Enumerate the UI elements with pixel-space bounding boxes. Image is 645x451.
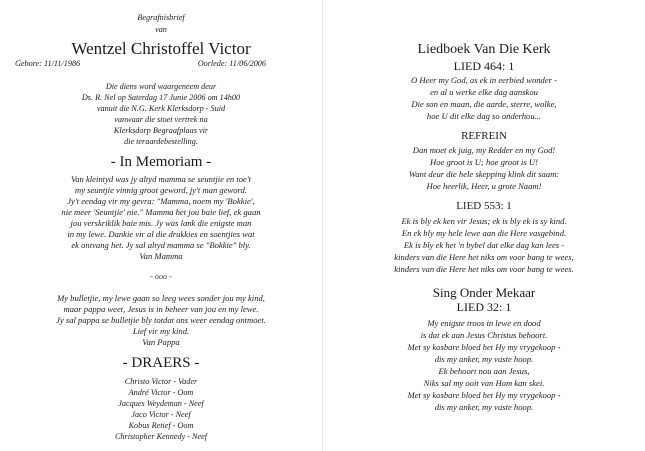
memoriam-mother-line: nie meer 'Seuntjie' nie." Mamma het jou baie lief, ek gaan [61, 207, 261, 217]
dates-row [15, 58, 308, 70]
hymn-553-line: Ek is bly ek het 'n bybel dat elke dag kan lees - [403, 240, 565, 250]
header-line-1: Begrafnisbrief [137, 13, 185, 22]
memoriam-father-line: Jy sal pappa se bulletjie bly totdat ons weer eendag ontmoet. [56, 315, 266, 325]
hymn-553-line: En ek bly my hele lewe aan die Here vasgebind. [401, 228, 567, 238]
memoriam-mother-line: Jy't eendag vir my gevra: "Mamma, noem my 'Bokkie', [67, 196, 255, 206]
refrain-line: Want deur die hele skepping klink dit saam: [408, 169, 560, 179]
memoriam-father-line: Lief vir my kind. [132, 326, 190, 336]
service-line: vanuit die N.G. Kerk Klerksdorp - Suid [96, 104, 226, 113]
memoriam-mother-line: Van kleintyd was jy altyd mamma se seuntjie en toe't [70, 174, 252, 184]
hymnbook-title: Liedboek Van Die Kerk [417, 42, 551, 57]
hymn-553-line: Ek is bly ek ken vir Jesus; ek is bly ek is sy kind. [401, 216, 567, 226]
hymn-32-line: dis my anker, my vaste hoop. [434, 354, 534, 364]
memoriam-mother-line: ek ontvang het. Jy sal altyd mamma se "Bokkie" bly. [71, 240, 251, 250]
hymn-464-line: hoe U dit elke dag so onderhou... [426, 111, 542, 121]
hymn-553-heading: LIED 553: 1 [456, 200, 512, 212]
hymn-553-line: kinders van die Here het niks om voor bang te wees, [394, 252, 574, 262]
hymn-464-heading: LIED 464: 1 [453, 59, 515, 73]
deceased-name: Wentzel Christoffel Victor [71, 39, 251, 58]
separator: - ooo - [150, 272, 172, 281]
hymn-32-line: dis my anker, my vaste hoop. [434, 402, 534, 412]
draer-item: Christo Victor - Vader [124, 377, 198, 386]
hymn-32-line: is dat ek aan Jesus Christus behoort. [420, 330, 548, 340]
hymn-32-line: Met sy kosbare bloed het Hy my vrygekoop - [407, 390, 561, 400]
service-line: Die diens word waargeneem deur [105, 82, 217, 91]
hymn-32-heading: LIED 32: 1 [456, 300, 512, 314]
memoriam-heading: - In Memoriam - [110, 154, 212, 170]
memoriam-mother-line: my seuntjie vinnig groot geword, jy't man geword. [74, 185, 248, 195]
draer-item: Kobus Retief - Oom [128, 421, 194, 430]
hymn-32-line: Ek behoort nou aan Jesus, [438, 366, 530, 376]
memoriam-mother-signature: Van Mamma [139, 251, 183, 261]
draer-item: Christopher Kennedy - Neef [114, 432, 208, 441]
draer-item: André Victor - Oom [128, 388, 194, 397]
service-line: vanwaar die stoet vertrek na [114, 115, 208, 124]
draers-heading: - DRAERS - [122, 355, 200, 371]
memoriam-mother-line: jou verskriklik baie mis. Jy was lank die enigste man [70, 218, 252, 228]
service-line: die teraardebestelling. [124, 137, 198, 146]
right-page [323, 0, 645, 451]
header-line-2: van [155, 25, 167, 34]
memoriam-father-line: maar pappa weet, Jesus is in beheer van jou en my lewe. [63, 304, 259, 314]
service-line: Klerksdorp Begraafplaas vir [113, 126, 209, 135]
left-page [0, 0, 322, 451]
refrain-line: Hoe groot is U; hoe groot is U! [430, 157, 538, 167]
refrain-heading: REFREIN [461, 130, 507, 142]
sing-heading: Sing Onder Mekaar [432, 285, 536, 300]
memoriam-mother-line: in my lewe. Dankie vir al die drukkies en soentjies wat [67, 229, 255, 239]
draer-item: Jacques Weydeman - Neef [118, 399, 204, 408]
hymn-553-line: kinders van die Here het niks om voor bang te wees. [394, 264, 574, 274]
hymn-32-line: My enigste troos in lewe en dood [427, 318, 541, 328]
hymn-464-line: O Heer my God, as ek in eerbied wonder - [410, 75, 558, 85]
memoriam-father-line: My bulletjie, my lewe gaan so leeg wees sonder jou my kind, [57, 293, 265, 303]
refrain-line: Hoe heerlik, Heer, u grote Naam! [426, 181, 542, 191]
birth-date: Gebore: 11/11/1986 [15, 59, 81, 68]
hymn-32-line: Met sy kosbare bloed het Hy my vrygekoop - [407, 342, 561, 352]
death-date: Oorlede: 11/06/2006 [197, 59, 266, 68]
hymn-32-line: Niks sal my ooit van Hom kan skei. [423, 378, 545, 388]
refrain-line: Dan moet ek juig, my Redder en my God! [412, 145, 556, 155]
memoriam-father-signature: Van Pappa [142, 337, 180, 347]
hymn-464-line: Die son en maan, die aarde, sterre, wolke, [411, 99, 557, 109]
hymn-464-line: en al u werke elke dag aanskou [430, 87, 538, 97]
draer-item: Jaco Victor - Neef [131, 410, 191, 419]
service-line: Ds. R. Nel op Saterdag 17 Junie 2006 om 14h00 [81, 93, 241, 102]
